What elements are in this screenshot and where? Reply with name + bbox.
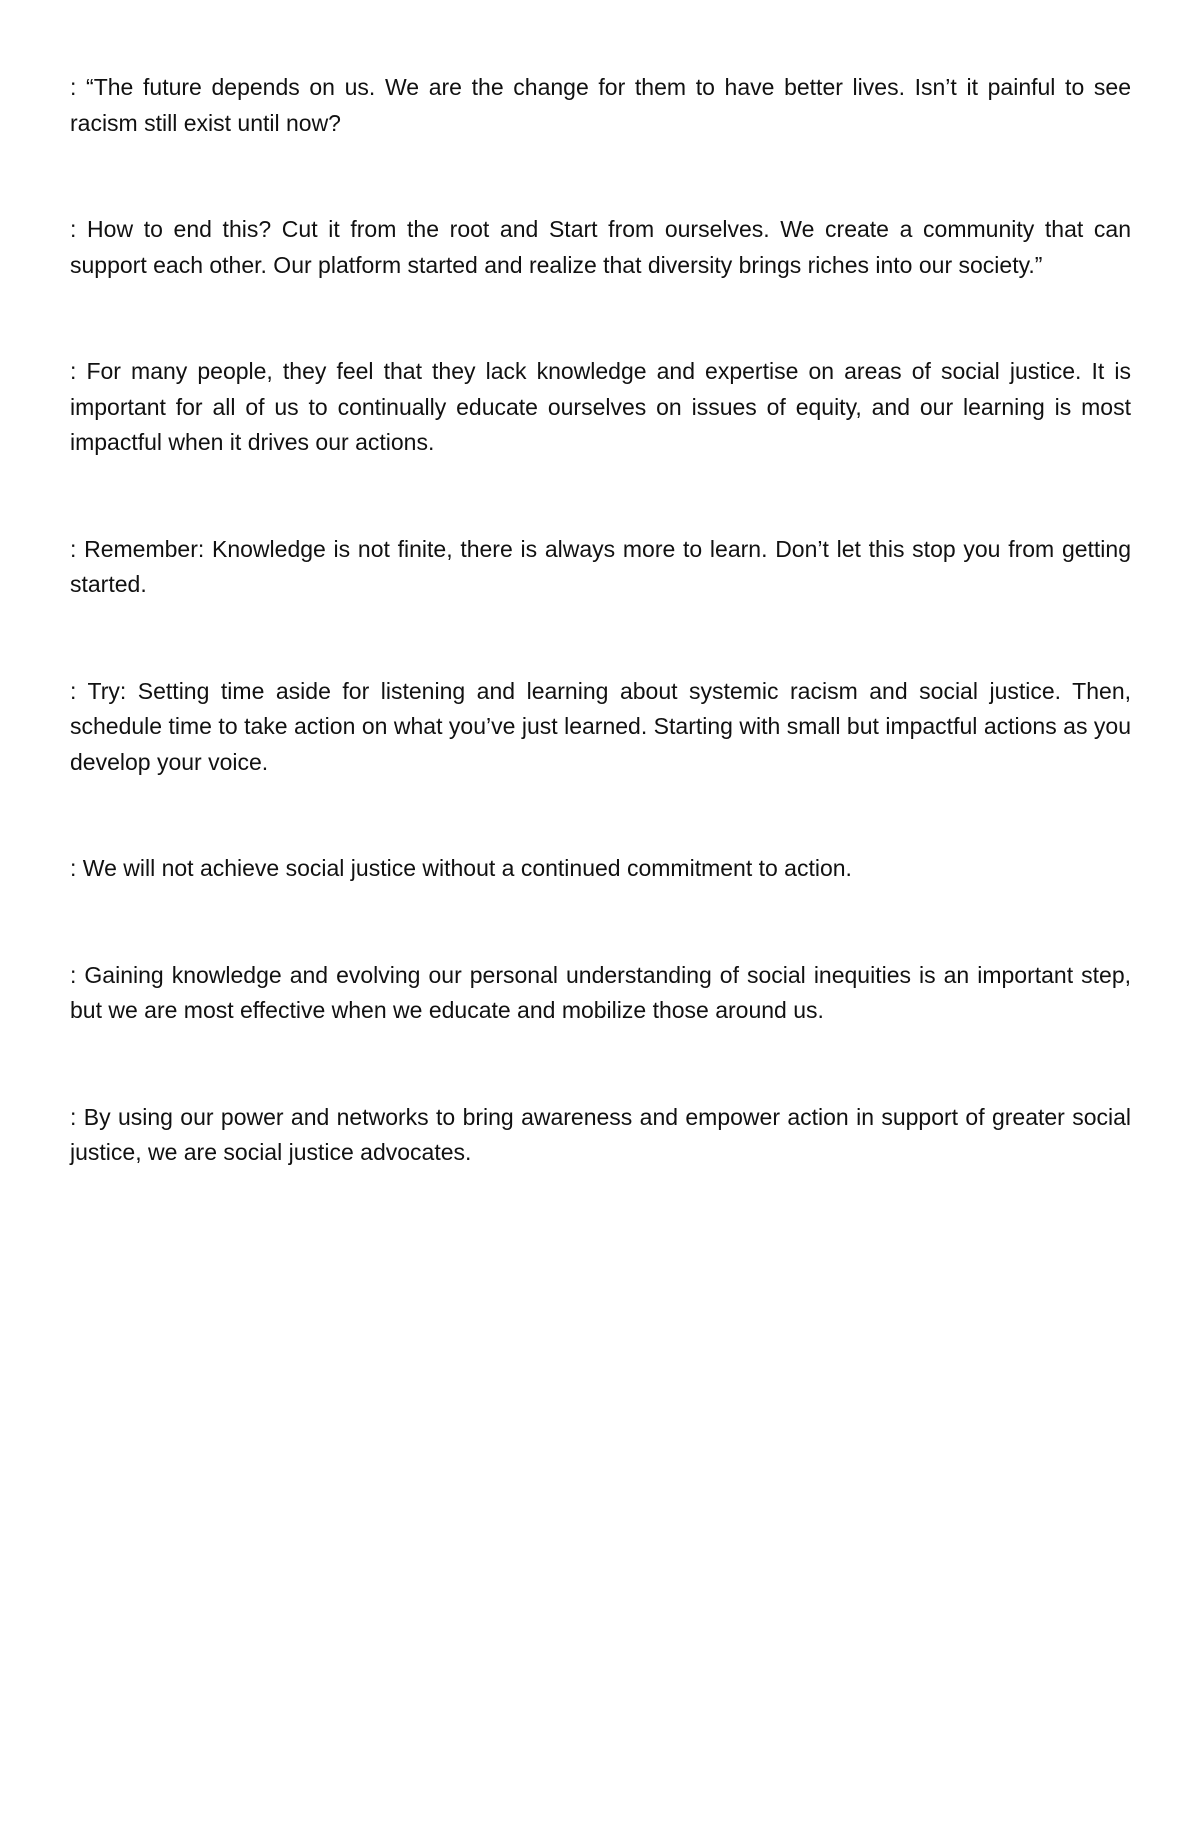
paragraph-how-to-end-this: : How to end this? Cut it from the root and Start from ourselves. We create a community that can support each other. Our platform started and realize that diversity brings riches into our society.” [70,216,1131,278]
paragraph-future-depends: : “The future depends on us. We are the change for them to have better lives. Isn’t it painful to see racism still exist until now? [70,74,1131,136]
document-body [70,70,1131,1171]
paragraph-try: : Try: Setting time aside for listening and learning about systemic racism and social justice. Then, schedule time to take action on what you’ve just learned. Starting with small but impactful actions as you develop your voice. [70,677,1131,775]
paragraph-continued-commitment: : We will not achieve social justice without a continued commitment to action. [70,855,852,881]
paragraph-remember: : Remember: Knowledge is not finite, there is always more to learn. Don’t let this stop you from getting started. [70,535,1131,597]
paragraph-lack-knowledge: : For many people, they feel that they lack knowledge and expertise on areas of social justice. It is important for all of us to continually educate ourselves on issues of equity, and our learning is most impactful when it drives our actions. [70,358,1131,455]
paragraph-gaining-knowledge: : Gaining knowledge and evolving our personal understanding of social inequities is an important step, but we are most effective when we educate and mobilize those around us. [70,961,1131,1023]
paragraph-social-justice-advocates: : By using our power and networks to bring awareness and empower action in support of greater social justice, we are social justice advocates. [70,1103,1131,1165]
